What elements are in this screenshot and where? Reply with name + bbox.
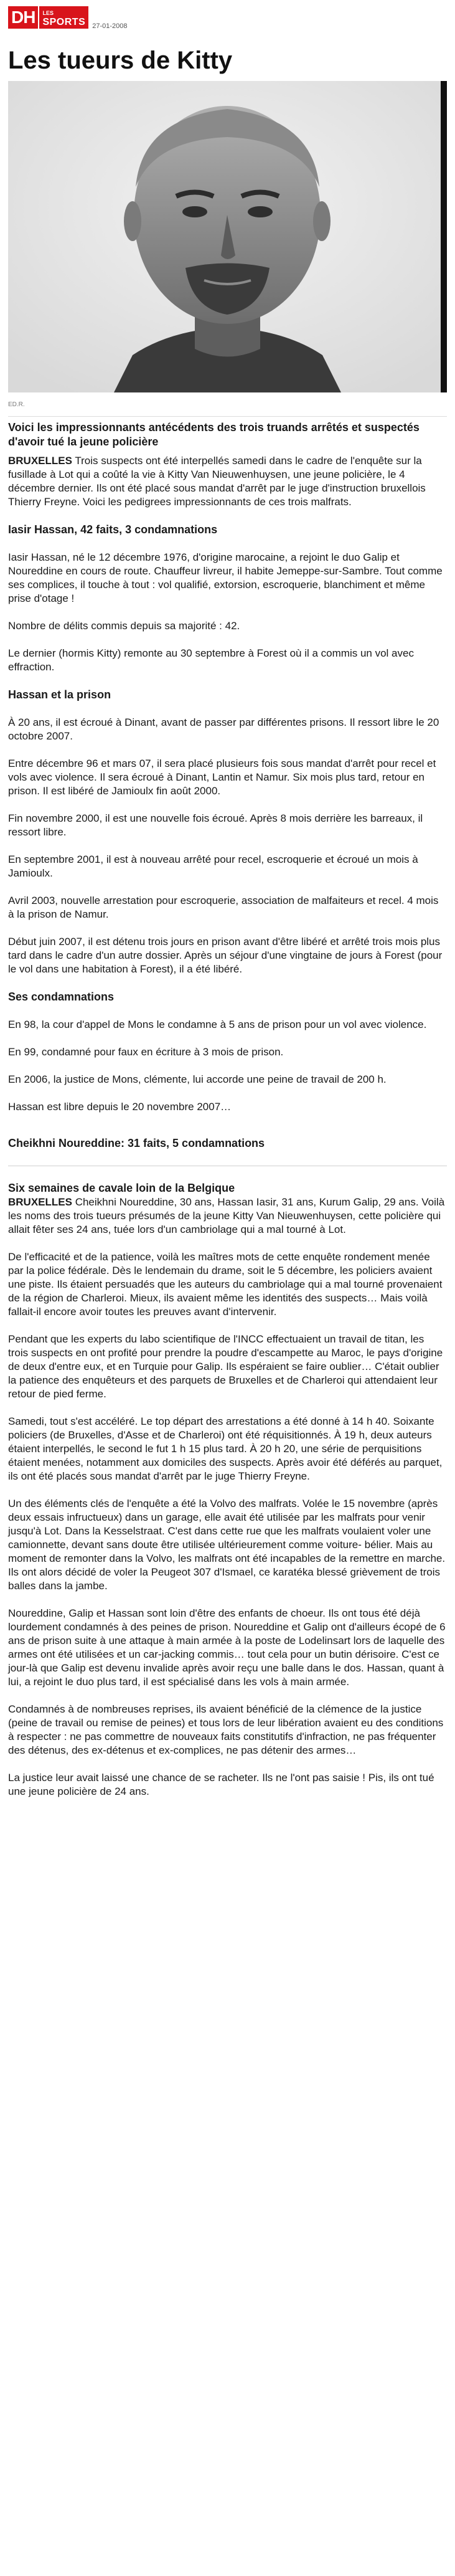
section5-place: BRUXELLES — [8, 1196, 72, 1208]
site-logo[interactable] — [8, 6, 88, 29]
paragraph: En septembre 2001, il est à nouveau arrêté pour recel, escroquerie et écroué un mois à Jamioulx. — [8, 853, 418, 879]
paragraph: À 20 ans, il est écroué à Dinant, avant de passer par différentes prisons. Il ressort libre le 20 octobre 2007. — [8, 716, 439, 742]
section-title-condamnations: Ses condamnations — [8, 991, 115, 1003]
logo-les: LES — [42, 10, 54, 16]
paragraph: Fin novembre 2000, il est une nouvelle fois écroué. Après 8 mois derrière les barreaux, il ressort libre. — [8, 812, 423, 838]
paragraph: Nombre de délits commis depuis sa majorité : 42. — [8, 620, 240, 632]
article-title: Les tueurs de Kitty — [8, 47, 233, 74]
paragraph: En 98, la cour d'appel de Mons le condamne à 5 ans de prison pour un vol avec violence. — [8, 1019, 427, 1030]
intro-place: BRUXELLES — [8, 455, 72, 467]
paragraph: Hassan est libre depuis le 20 novembre 2007… — [8, 1101, 232, 1113]
article-lead: Voici les impressionnants antécédents des trois truands arrêtés et suspectés d'avoir tué la jeune policière — [8, 416, 447, 449]
site-header — [8, 0, 447, 36]
paragraph: Le dernier (hormis Kitty) remonte au 30 septembre à Forest où il a commis un vol avec effraction. — [8, 647, 414, 673]
paragraph: Samedi, tout s'est accéléré. Le top départ des arrestations a été donné à 14 h 40. Soixante policiers (de Bruxelles, d'Asse et de Charleroi) ont été réquisitionnés. À 19 h, deux auteurs étaient interpellés, le second le fut 1 h 15 plus tard. À 20 h 20, une série de perquisitions étaient menées, notamment aux domiciles des suspects. Après avoir été déférés au parquet, ils ont été placés sous mandat d'arrêt par le juge Thierry Freyne. — [8, 1415, 443, 1482]
section-title-cavale: Six semaines de cavale loin de la Belgique — [8, 1182, 235, 1194]
section-title-hassan-prison: Hassan et la prison — [8, 688, 111, 701]
paragraph: Un des éléments clés de l'enquête a été la Volvo des malfrats. Volée le 15 novembre (après deux essais infructueux) dans un garage, elle avait été utilisée par les malfrats pour venir jusqu'à Lot. Dans la Kesselstraat. C'est dans cette rue que les malfrats voulaient voler une camionnette, devant sans doute être utilisée ultérieurement comme voiture- bélier. Mais au moment de remonter dans la Volvo, les malfrats ont été incapables de la remettre en marche. Ils ont alors décidé de voler la Peugeot 307 d'Ismael, ce karatéka blessé grièvement de trois balles dans la jambe. — [8, 1498, 446, 1592]
article-page — [8, 0, 447, 1799]
logo-sports-label: SPORTS — [42, 17, 86, 27]
paragraph: De l'efficacité et de la patience, voilà les maîtres mots de cette enquête rondement menée par la police fédérale. Dès le lendemain du drame, soit le 5 décembre, les policiers avaient une piste. Ils étaient persuadés que les auteurs du cambriolage qui a mal tourné provenaient de la région de Charleroi. Mieux, ils avaient même les identités des suspects… Mais voilà fallait-il encore avoir toutes les preuves avant d'intervenir. — [8, 1251, 443, 1318]
paragraph: En 99, condamné pour faux en écriture à 3 mois de prison. — [8, 1046, 284, 1058]
logo-dh: DH — [8, 6, 38, 29]
paragraph: Entre décembre 96 et mars 07, il sera placé plusieurs fois sous mandat d'arrêt pour recel et vols avec violence. Il sera écroué à Dinant, Lantin et Namur. Six mois plus tard, retour en prison. Il est libéré de Jamioulx fin août 2000. — [8, 758, 436, 797]
logo-sports — [39, 6, 88, 29]
section-title-iasir-hassan: Iasir Hassan, 42 faits, 3 condamnations — [8, 523, 218, 536]
paragraph: Condamnés à de nombreuses reprises, ils avaient bénéficié de la clémence de la justice (peine de travail ou remise de peines) et tous lors de leur libération avaient eu des conditions à respecter : ne pas commettre de nouveaux faits constitutifs d'infraction, ne pas fréquenter des détenus, des ex-détenus et ex-complices, ne pas détenir des armes… — [8, 1703, 444, 1756]
article-photo — [8, 81, 447, 392]
section-title-cheikhni-noureddine: Cheikhni Noureddine: 31 faits, 5 condamnations — [8, 1137, 265, 1149]
paragraph: Iasir Hassan, né le 12 décembre 1976, d'origine marocaine, a rejoint le duo Galip et Noureddine en cours de route. Chauffeur livreur, il habite Jemeppe-sur-Sambre. Tout comme ses complices, il touche à tout : vol qualifié, extorsion, escroquerie, blanchiment et même prise d'otage ! — [8, 551, 443, 604]
article-date: 27-01-2008 — [92, 22, 128, 30]
photo-credit: ED.R. — [8, 401, 25, 408]
intro-text: Trois suspects ont été interpellés samedi dans le cadre de l'enquête sur la fusillade à Lot qui a coûté la vie à Kitty Van Nieuwenhuysen, une jeune policière, le 4 décembre dernier. Ils ont été placé sous mandat d'arrêt par le juge d'instruction bruxellois Thierry Freyne. Voici les pedigrees impressionnants de ces trois malfrats. — [8, 455, 426, 508]
paragraph: Début juin 2007, il est détenu trois jours en prison avant d'être libéré et arrêté trois mois plus tard dans le cadre d'un autre dossier. Après un séjour d'une vingtaine de jours à Forest (pour le vol dans une habitation à Forest), il a été libéré. — [8, 936, 443, 975]
paragraph: Pendant que les experts du labo scientifique de l'INCC effectuaient un travail de titan, les trois suspects en ont profité pour prendre la poudre d'escampette au Maroc, le pays d'origine de deux d'entre eux, et en Turquie pour Galip. Ils espéraient se faire oublier… C'était oublier la patience des enquêteurs et des parquets de Bruxelles et de Charleroi qui attendaient leur retour de pied ferme. — [8, 1333, 443, 1400]
paragraph: Noureddine, Galip et Hassan sont loin d'être des enfants de choeur. Ils ont tous été déjà lourdement condamnés à des peines de prison. Noureddine et Galip ont d'ailleurs écopé de 6 ans de prison suite à une attaque à main armée à la poste de Lodelinsart lors de laquelle des armes ont été utilisées et un car-jacking commis… tout cela pour un butin dérisoire. C'est ce jour-là que Galip est devenu invalide après avoir reçu une balle dans le dos. Hassan, quant à lui, a rejoint le duo plus tard, il est spécialisé dans les vols à main armée. — [8, 1607, 446, 1688]
paragraph: Avril 2003, nouvelle arrestation pour escroquerie, association de malfaiteurs et recel. 4 mois à la prison de Namur. — [8, 895, 439, 920]
section5-intro-text: Cheikhni Noureddine, 30 ans, Hassan Iasir, 31 ans, Kurum Galip, 29 ans. Voilà les noms des trois tueurs présumés de la jeune Kitty Van Nieuwenhuysen, cette policière qui allait fêter ses 24 ans, tuée lors d'un cambriolage qui a mal tourné à Lot. — [8, 1196, 445, 1235]
paragraph: En 2006, la justice de Mons, clémente, lui accorde une peine de travail de 200 h. — [8, 1073, 387, 1085]
article-intro — [8, 454, 447, 509]
paragraph — [8, 1195, 447, 1237]
portrait-image — [8, 81, 447, 392]
paragraph: La justice leur avait laissé une chance de se racheter. Ils ne l'ont pas saisie ! Pis, ils ont tué une jeune policière de 24 ans. — [8, 1772, 434, 1797]
